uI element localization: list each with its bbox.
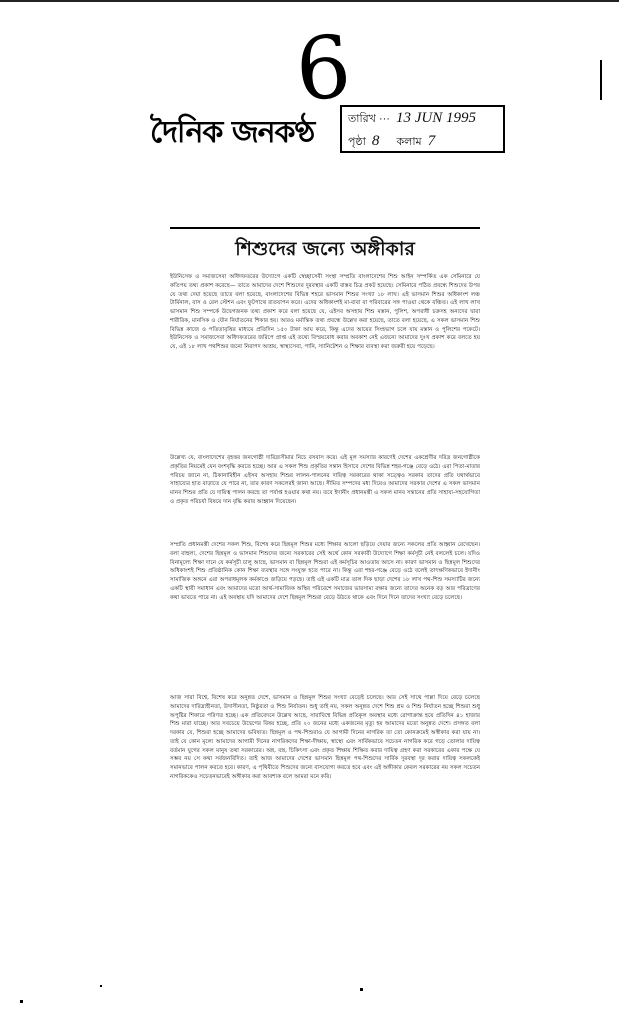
article-paragraph: সম্প্রতি প্রধানমন্ত্রী দেশের সকল শিশু, বিশেষ করে ছিন্নমূল শিশুর মধ্যে শিক্ষার আলো ছড়িয়ে দেয়ার জন্যে সকলের প্রতি আহ্বান রেখেছেন। বলা বাহুল্য, দেশের ছিন্নমূল ও ভাসমান শিশুদের জন্যে সরকারের সেই অর্থে কোন সরকারী উদ্যোগে শিক্ষা কর্মসূচী নেই বললেই চলে। যদিও বিনামূল্যে শিক্ষা দানে যে কর্মসূচী চালু আছে, ভাসমান বা ছিন্নমূল শিশুরা এই কর্মসূচির আওতায় আসে না। কারণ ভাসমান ও ছিন্নমূল শিশুদের অধিকাংশই শিশু প্রতিষ্ঠানিক কোন শিক্ষা ব্যবস্থার সঙ্গে সংযুক্ত হতে পারে না। কিন্তু এরা শহর-গঞ্জে বেড়ে ওঠে বলেই তাৎক্ষণিকভাবে ইদানীং সামাজিক অঙ্গনে এরা অপরাধমূলক কর্মকাণ্ডে জড়িয়ে পড়ছে। তাই এই একটি মাত্র তাল দিক ছাড়া দেশের ১৮ লাখ পথ-শিশু সমস্যাটির জন্যে একটি স্থায়ী সমাধান এবং আমাদের মতো আর্থ-সামাজিক অস্থির পরিবেশে সমাজের ভারসাম্য রক্ষার জন্যে তাদের অনেক বড় আর পরিত্রাণের কথা ভাবতে পারে না। এই অবস্থায় যদি আমাদের দেশে ছিন্নমূল শিশুরা বেড়ে উঠতে থাকে এবং দিনে দিনে তাদের সংখ্যা বেড়ে চলেছে। — [170, 542, 480, 601]
stamp-page-row — [348, 133, 435, 152]
article-headline: শিশুদের জন্যে অঙ্গীকার — [235, 238, 415, 260]
article-paragraph: উল্লেখ্য যে, বাংলাদেশের বৃহত্তর জনগোষ্ঠী দারিদ্র্যসীমার নিচে বসবাস করে। এই মূল সমস্যার কারণেই দেশের একশ্রেণীর দরিদ্র জনগোষ্ঠীকে প্রকৃতির নিয়মেই যেন বংশবৃদ্ধি করতে হচ্ছে। আর এ সকল শিশু প্রকৃতির সন্তান হিসাবে দেশের বিভিন্ন শহর-গঞ্জে বেড়ে ওঠে। এরা পিতা-মাতার পরিচয় জানে না, ঠিকানাবিহীন এইসব অসহায় শিশুর লালন-পালনের দায়িত্ব সরকারের থাকা সত্ত্বেও সরকার তাদের প্রতি যথার্থভাবে সাহায্যের হাত বাড়াতে যে পারে না, তার কারণ সকলেরই জানা আছে। সীমিত সম্পদের মধ্য দিয়েও আমাদের সরকার দেশের এ সকল ভাসমান মানব শিশুর প্রতি যে দায়িত্ব পালন করছে তা পর্যাপ্ত হওয়ার কথা নয়। তবে ইদানীং প্রধানমন্ত্রী এ সকল মানব সন্তানের প্রতি সাহায্য-সহযোগিতা ও প্রকৃত পরিচর্যা বিষয়ে দান বৃদ্ধি করার আহ্বান দিয়েছেন। — [170, 455, 480, 505]
editorial-article — [170, 227, 480, 834]
newspaper-masthead: দৈনিক জনকণ্ঠ — [150, 115, 315, 150]
handwritten-page-number: 6 — [292, 17, 355, 121]
article-paragraph: ইউনিসেফ ও সমাজসেবা অধিদফতরের উদ্যোগে একটি স্বেচ্ছাসেবী সংস্থা সম্প্রতি বাংলাদেশের শিশু আইন সম্পর্কিত এক সেমিনারে যে কতিপয় তথ্য প্রকাশ করেছে— তাতে আমাদের দেশে শিশুদের দুরবস্থার একটি বাস্তব চিত্র প্রকট হয়েছে। সেমিনারে পঠিত প্রবন্ধে শিশুদের উপর যে তথ্য দেয়া হয়েছে তাতে বলা হয়েছে, বাংলাদেশের বিভিন্ন শহরে ভাসমান শিশুর সংখ্যা ১৮ লাখ। এই ভাসমান শিশুর অধিকাংশ লঞ্চ টার্মিনাল, বাস ও রেল স্টেশন এবং ফুটপাথে রাতযাপন করে। এদের অধিকাংশই মা-বাবা বা পরিবারের সঙ্গ পাওয়া থেকে বঞ্চিত। এই লাখ লাখ ভাসমান শিশু সম্পর্কে উদ্বেগজনক তথ্য প্রকাশ করে বলা হয়েছে যে, এইসব অসহায় শিশু মস্তান, পুলিশ, অপরাধী চক্রসহ অন্যদের দ্বারা শারীরিক, মানসিক ও যৌন নির্যাতনের শিকার হয়। আরও মর্মান্তিক তথ্য প্রবন্ধে উল্লেখ করা হয়েছে, তাতে বলা হয়েছে, এ সকল ভাসমান শিশু বিভিন্ন কাজে ও পতিতাবৃত্তির মাধ্যমে প্রতিদিন ১৫০ টাকা আয় করে, কিন্তু এদের আয়ের সিংহভাগ চলে যায় মস্তান ও পুলিশের পকেটে। ইউনিসেফ ও সমাজসেবা অধিদফতরের জরিপে প্রাপ্ত এই তথ্যে বিস্ময়বোধ করার অবকাশ নেই এজন্যে আমাদের দুঃখ প্রকাশ করে বলতে হয় যে, এই ১৮ লাখ পথশিশুর জন্যে নিরাপদ আশ্রয়, স্বাস্থ্যসেবা, পানি, স্যানিটেশন ও শিক্ষার ব্যবস্থা করা জরুরী হয়ে পড়েছে। — [170, 274, 480, 350]
stamp-page-label: পৃষ্ঠা — [348, 136, 366, 148]
scan-speck — [360, 988, 363, 991]
stamp-column-value: 7 — [427, 133, 436, 149]
date-page-stamp — [340, 105, 505, 153]
article-paragraph: আজ সারা বিশ্বে, বিশেষ করে অনুন্নত দেশে, ভাসমান ও ছিন্নমূল শিশুর সংখ্যা বেড়েই চলেছে। আর সেই সাথে পাল্লা দিয়ে বেড়ে চলেছে আমাদের দারিদ্র্যহীনতা, উদাসীনতা, নিষ্ঠুরতা ও শিশু নির্যাতন। শুধু তাই নয়, সকল অনুন্নত দেশে শিশু শ্রম ও শিশু নির্যাতন হচ্ছে শিশুরা শুধু অপুষ্টির শিকারে পরিণত হচ্ছে। এক প্রতিবেদনে উল্লেখ আছে, সারাবিশ্বে বিভিন্ন প্রতিকূল অবস্থার মধ্যে রোগাক্রান্ত হয়ে প্রতিদিন ৪১ হাজার শিশু মারা যাচ্ছে। আর সবচেয়ে উদ্বেগের বিষয় হচ্ছে, প্রতি ২০ জনের মধ্যে একজনের মৃত্যু হয় আমাদের মতো অনুন্নত দেশে। প্রসঙ্গত বলা দরকার যে, শিশুরা হচ্ছে আমাদের ভবিষ্যত। ছিন্নমূল ও পথ-শিশুরাও যে আগামী দিনের নাগরিক তা তো কোনক্রমেই অস্বীকার করা যায় না। তাই যে কোন মূল্যে আমাদের আগামী দিনের নাগরিকদের শিক্ষা-দীক্ষায়, স্বাস্থ্যে এবং সার্বিকভাবে সচেতন নাগরিক করে গড়ে তোলার দায়িত্ব বর্তমান যুগের সকল মানুষ তথা সরকারের। অন্ন, বস্ত্র, চিকিৎসা এবং প্রকৃত শিক্ষায় শিক্ষিত করার দায়িত্ব গ্রহণ করা সরকারের একার পক্ষে যে সম্ভব নয় সে কথা সর্বজনবিদিত। তাই আজ আমাদের দেশের ভাসমান ছিন্নমূল পথ-শিশুদের সার্বিক দুরবস্থা দূর করার দায়িত্ব সকলকেই সমানভাবে পালন করতে হবে। কারণ, এ পৃথিবীতে শিশুদের জন্যে বাসযোগ্য করতে হবে এবং এই অঙ্গীকার কেবল সরকারের নয় সকল সচেতন নাগরিককেও সচেতনভাবেই অঙ্গীকার করা আবশ্যক বলে আমরা মনে করি। — [170, 695, 480, 780]
stamp-date-label: তারিখ — [348, 113, 376, 125]
stamp-date-row: তারিখ ··· 13 JUN 1995 — [348, 110, 476, 126]
scan-edge-mark — [600, 60, 602, 100]
headline-top-rule — [170, 227, 480, 229]
stamp-page-value: 8 — [371, 133, 380, 149]
scan-speck — [100, 985, 102, 987]
scan-speck — [20, 1000, 23, 1003]
stamp-date-value: 13 JUN 1995 — [395, 110, 476, 126]
scan-top-edge — [0, 0, 619, 2]
stamp-column-label: কলাম — [396, 136, 422, 148]
